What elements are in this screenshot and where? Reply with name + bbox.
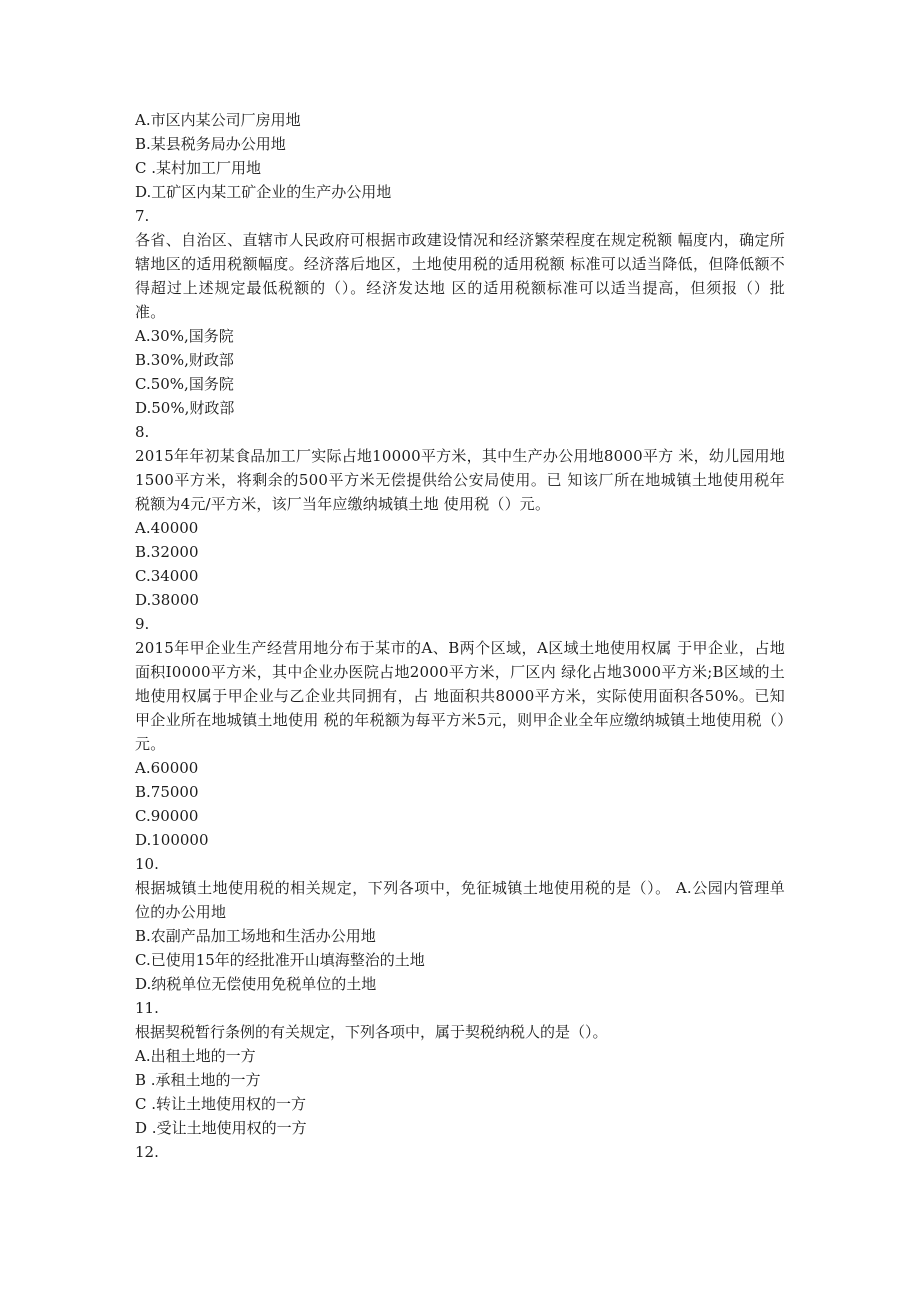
- option-a: A.40000: [135, 519, 199, 537]
- option-c: C.已使用15年的经批准开山填海整治的土地: [135, 951, 425, 969]
- option-b: B .承租土地的一方: [135, 1071, 261, 1089]
- question-stem: 根据契税暂行条例的有关规定，下列各项中，属于契税纳税人的是（）。: [135, 1023, 608, 1041]
- option-b: B.32000: [135, 543, 199, 561]
- option-c: C .某村加工厂用地: [135, 159, 262, 177]
- option-c: C.90000: [135, 807, 199, 825]
- question-10: [135, 852, 785, 996]
- option-d: D.38000: [135, 591, 199, 609]
- question-number: 8.: [135, 423, 150, 441]
- question-6-options: [135, 108, 785, 204]
- option-b: B.某县税务局办公用地: [135, 135, 286, 153]
- option-a: A.出租土地的一方: [135, 1047, 256, 1065]
- option-a: A.市区内某公司厂房用地: [135, 111, 301, 129]
- question-number: 7.: [135, 207, 150, 225]
- option-d: D.100000: [135, 831, 209, 849]
- option-a: A.60000: [135, 759, 199, 777]
- option-c: C .转让土地使用权的一方: [135, 1095, 307, 1113]
- question-8: [135, 420, 785, 612]
- option-b: B.30%,财政部: [135, 351, 234, 369]
- option-c: C.50%,国务院: [135, 375, 234, 393]
- question-stem: 2015年年初某食品加工厂实际占地10000平方米，其中生产办公用地8000平方 米，幼儿园用地1500平方米，将剩余的500平方米无偿提供给公安局使用。已 知该厂所在地城镇土地使用税年税额为4元/平方米，该厂当年应缴纳城镇土地 使用税（）元。: [135, 447, 785, 513]
- option-c: C.34000: [135, 567, 199, 585]
- option-d: D.纳税单位无偿使用免税单位的土地: [135, 975, 377, 993]
- document-page: [135, 108, 785, 1164]
- option-b: B.农副产品加工场地和生活办公用地: [135, 927, 376, 945]
- question-12: [135, 1140, 785, 1164]
- question-number: 12.: [135, 1143, 159, 1161]
- option-d: D.50%,财政部: [135, 399, 235, 417]
- question-number: 10.: [135, 855, 159, 873]
- question-7: [135, 204, 785, 420]
- question-stem: 各省、自治区、直辖市人民政府可根据市政建设情况和经济繁荣程度在规定税额 幅度内，确定所辖地区的适用税额幅度。经济落后地区，土地使用税的适用税额 标准可以适当降低，但降低额不得超过上述规定最低税额的（）。经济发达地 区的适用税额标准可以适当提高，但须报（）批准。: [135, 231, 785, 321]
- question-stem: 根据城镇土地使用税的相关规定，下列各项中，免征城镇土地使用税的是（）。 A.公园内管理单位的办公用地: [135, 879, 785, 921]
- question-9: [135, 612, 785, 852]
- option-d: D .受让土地使用权的一方: [135, 1119, 307, 1137]
- option-d: D.工矿区内某工矿企业的生产办公用地: [135, 183, 392, 201]
- question-11: [135, 996, 785, 1140]
- option-b: B.75000: [135, 783, 199, 801]
- question-number: 11.: [135, 999, 159, 1017]
- question-number: 9.: [135, 615, 150, 633]
- question-stem: 2015年甲企业生产经营用地分布于某市的A、B两个区域，A区域土地使用权属 于甲企业，占地面积I0000平方米，其中企业办医院占地2000平方米，厂区内 绿化占地3000平方米;B区域的土地使用权属于甲企业与乙企业共同拥有，占 地面积共8000平方米，实际使用面积各50%。已知甲企业所在地城镇土地使用 税的年税额为每平方米5元，则甲企业全年应缴纳城镇土地使用税（）元。: [135, 639, 785, 753]
- option-a: A.30%,国务院: [135, 327, 234, 345]
